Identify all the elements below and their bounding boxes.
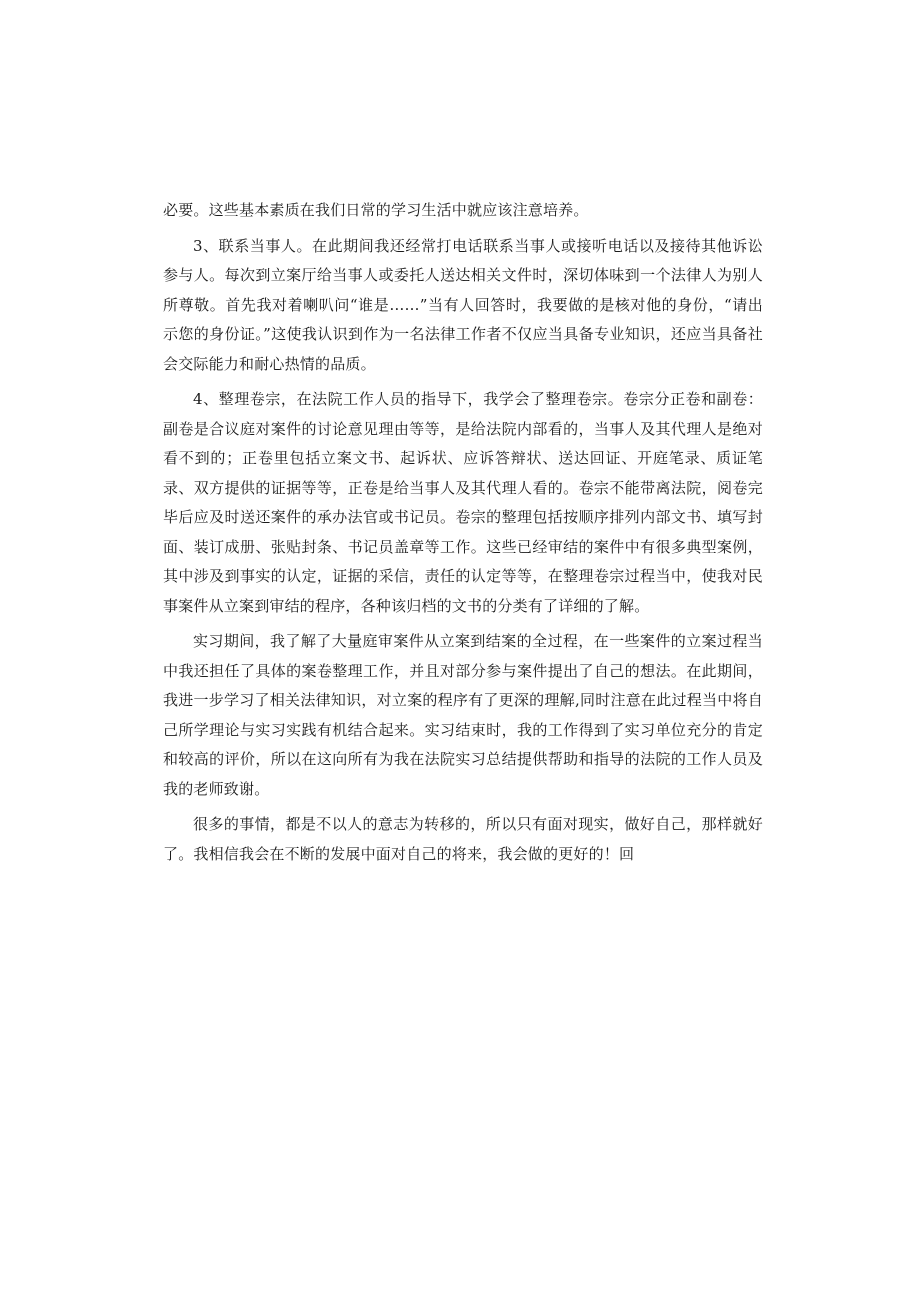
paragraph-4: 实习期间，我了解了大量庭审案件从立案到结案的全过程，在一些案件的立案过程当中我还担任了具体的案卷整理工作，并且对部分参与案件提出了自己的想法。在此期间，我进一步学习了相关法律知识，对立案的程序有了更深的理解,同时注意在此过程当中将自己所学理论与实习实践有机结合起来。实习结束时，我的工作得到了实习单位充分的肯定和较高的评价，所以在这向所有为我在法院实习总结提供帮助和指导的法院的工作人员及我的老师致谢。: [163, 632, 763, 798]
paragraph-1: 必要。这些基本素质在我们日常的学习生活中就应该注意培养。: [163, 201, 589, 219]
paragraph-3: 4、整理卷宗，在法院工作人员的指导下，我学会了整理卷宗。卷宗分正卷和副卷：副卷是合议庭对案件的讨论意见理由等等，是给法院内部看的，当事人及其代理人是绝对看不到的；正卷里包括立案文书、起诉状、应诉答辩状、送达回证、开庭笔录、质证笔录、双方提供的证据等等，正卷是给当事人及其代理人看的。卷宗不能带离法院，阅卷完毕后应及时送还案件的承办法官或书记员。卷宗的整理包括按顺序排列内部文书、填写封面、装订成册、张贴封条、书记员盖章等工作。这些已经审结的案件中有很多典型案例，其中涉及到事实的认定，证据的采信，责任的认定等等，在整理卷宗过程当中，使我对民事案件从立案到审结的程序，各种该归档的文书的分类有了详细的了解。: [163, 390, 763, 615]
document-body: [163, 196, 763, 875]
paragraph-2: 3、联系当事人。在此期间我还经常打电话联系当事人或接听电话以及接待其他诉讼参与人。每次到立案厅给当事人或委托人送达相关文件时，深切体味到一个法律人为别人所尊敬。首先我对着喇叭问“谁是……”当有人回答时，我要做的是核对他的身份，“请出示您的身份证。”这使我认识到作为一名法律工作者不仅应当具备专业知识，还应当具备社会交际能力和耐心热情的品质。: [163, 236, 763, 373]
paragraph-5: 很多的事情，都是不以人的意志为转移的，所以只有面对现实，做好自己，那样就好了。我相信我会在不断的发展中面对自己的将来，我会做的更好的！回: [163, 815, 763, 863]
